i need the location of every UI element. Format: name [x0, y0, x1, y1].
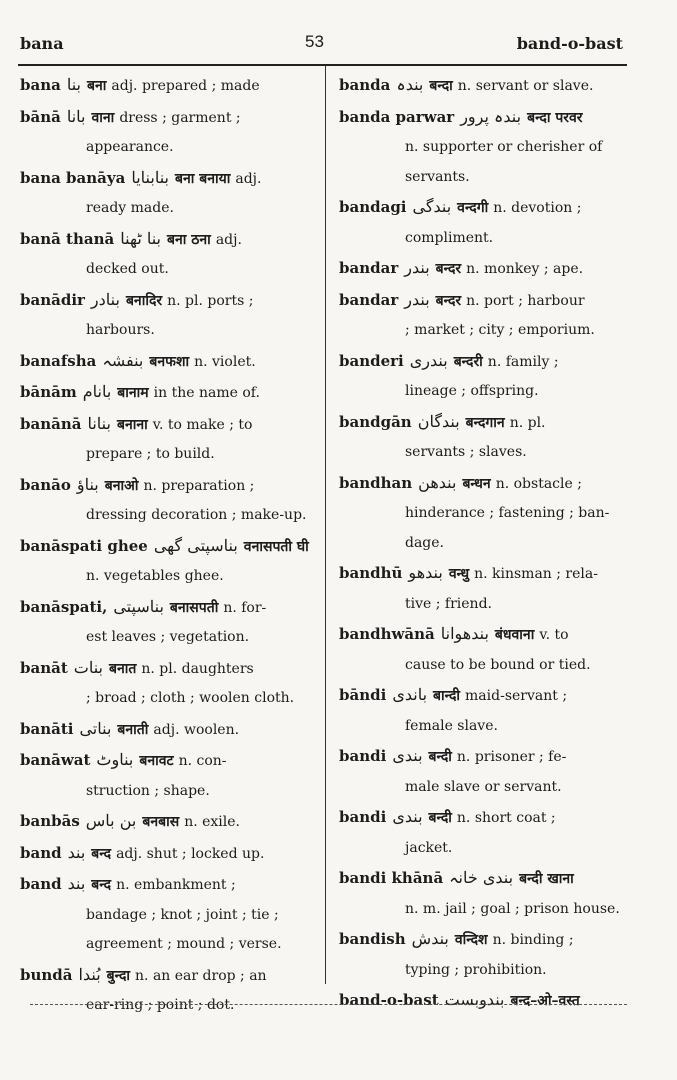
definition-text: dress ; garment ; [119, 109, 241, 126]
entry-first-line [339, 468, 626, 500]
definition-continuation [20, 440, 308, 470]
headword: bandhwānā [339, 625, 435, 643]
hindi-spelling: बनाती [117, 721, 149, 738]
definition-continuation [20, 562, 308, 592]
urdu-spelling: بناوٹ [96, 750, 134, 769]
entry-first-line [20, 714, 308, 746]
dictionary-entry [339, 619, 626, 680]
headword: bandhan [339, 473, 413, 492]
urdu-spelling: بندھن [418, 472, 457, 492]
definition-text: n. pl. daughters [141, 660, 254, 677]
entry-first-line [339, 192, 626, 224]
headword: bānā [20, 107, 61, 126]
definition-text: jacket. [405, 839, 453, 856]
headword: banafsha [20, 351, 97, 370]
definition-text: agreement ; mound ; verse. [86, 936, 282, 952]
definition-continuation [20, 316, 308, 346]
urdu-spelling: بنفشہ [102, 350, 144, 370]
hindi-spelling: वन्दगी [457, 200, 489, 216]
headword: banāt [20, 658, 68, 677]
headword: banā thanā [20, 229, 115, 248]
dictionary-entry [339, 285, 626, 346]
urdu-spelling: بندگی [412, 197, 452, 216]
definition-continuation [339, 712, 626, 742]
definition-text: n. supporter or cherisher of [405, 139, 603, 155]
definition-text: n. servant or slave. [457, 78, 594, 94]
definition-text: ready made. [86, 200, 174, 216]
entry-first-line [20, 869, 308, 901]
definition-continuation [20, 194, 308, 224]
definition-text: harbours. [86, 322, 155, 338]
hindi-spelling: बन्दरी [453, 353, 483, 370]
entry-first-line [20, 377, 308, 409]
hindi-spelling: वनासपती घी [243, 538, 309, 555]
definition-continuation [20, 930, 308, 960]
dictionary-entry [20, 653, 308, 714]
headword: band [20, 843, 62, 862]
dictionary-entry [339, 985, 626, 1017]
definition-text: n. family ; [487, 353, 559, 370]
hindi-spelling: बनफशा [149, 353, 190, 370]
definition-text: female slave. [405, 717, 498, 734]
entry-first-line [339, 619, 626, 651]
definition-continuation [339, 163, 626, 193]
definition-text: adj. prepared ; made [111, 78, 260, 94]
urdu-spelling: بندھو [408, 563, 443, 582]
dictionary-entry [20, 592, 308, 653]
entry-first-line [20, 224, 308, 256]
urdu-spelling: بناؤ [76, 474, 99, 494]
dictionary-entry [339, 253, 626, 285]
definition-text: n. for- [223, 599, 267, 616]
headword: bana banāya [20, 168, 126, 187]
definition-text: adj. woolen. [153, 721, 240, 738]
urdu-spelling: بندہ پرور [460, 106, 522, 126]
entry-first-line [20, 806, 308, 838]
definition-continuation [339, 224, 626, 254]
headword: banāspati ghee [20, 536, 148, 555]
hindi-spelling: बन्दी [428, 749, 452, 765]
footer-rule [30, 1004, 627, 1005]
definition-text: compliment. [405, 229, 494, 246]
dictionary-entry [20, 102, 308, 163]
headword: banāwat [20, 751, 91, 769]
hindi-spelling: बनाना [116, 416, 148, 433]
urdu-spelling: باندی [392, 685, 428, 704]
right-column [339, 70, 626, 1017]
hindi-spelling: बन्द–ओ–वस्त [510, 993, 580, 1009]
urdu-spelling: بندش [411, 929, 449, 948]
definition-continuation [339, 651, 626, 681]
definition-text: n. preparation ; [143, 477, 255, 494]
headword: banānā [20, 414, 82, 433]
headword: bandagi [339, 198, 407, 216]
entry-first-line [339, 985, 626, 1017]
definition-text: hinderance ; fastening ; ban- [405, 505, 610, 521]
entry-first-line [20, 163, 308, 195]
hindi-spelling: बन्द [91, 845, 112, 862]
urdu-spelling: بنابنایا [131, 167, 169, 187]
definition-text: n. an ear drop ; an [135, 967, 267, 984]
dictionary-entry [339, 558, 626, 619]
dictionary-entry [20, 745, 308, 806]
definition-text: male slave or servant. [405, 778, 562, 795]
definition-continuation [339, 895, 626, 925]
headword: banbās [20, 812, 80, 830]
urdu-spelling: بند [67, 874, 86, 893]
definition-text: n. prisoner ; fe- [456, 749, 567, 765]
entry-first-line [339, 863, 626, 895]
headword: bandgān [339, 412, 412, 431]
headword: band [20, 875, 62, 893]
definition-continuation [20, 901, 308, 931]
urdu-spelling: بنا ٹھنا [120, 228, 162, 248]
page-number: 53 [305, 32, 324, 51]
entry-first-line [20, 102, 308, 134]
definition-continuation [20, 623, 308, 653]
entry-first-line [20, 838, 308, 870]
headword: banderi [339, 351, 404, 370]
urdu-spelling: بندی [392, 807, 423, 826]
dictionary-entry [20, 838, 308, 870]
hindi-spelling: बन्दर [435, 292, 462, 309]
definition-continuation [339, 590, 626, 620]
headword: banāspati, [20, 597, 108, 616]
definition-continuation [20, 777, 308, 807]
hindi-spelling: बन्दी [428, 810, 452, 826]
urdu-spelling: بندر [404, 258, 430, 277]
definition-text: struction ; shape. [86, 782, 210, 799]
headword: banāo [20, 475, 71, 494]
headword: bana [20, 76, 61, 94]
definition-text: adj. [215, 231, 242, 248]
hindi-spelling: बनावट [139, 753, 174, 769]
definition-text: ; broad ; cloth ; woolen cloth. [86, 690, 295, 706]
headword: bāndi [339, 686, 387, 704]
dictionary-entry [20, 409, 308, 470]
definition-continuation [339, 377, 626, 407]
urdu-spelling: بناتی [79, 718, 112, 738]
definition-text: adj. shut ; locked up. [116, 845, 265, 862]
definition-continuation [339, 529, 626, 559]
column-divider [325, 66, 326, 984]
entry-first-line [20, 592, 308, 624]
urdu-spelling: بندی خانہ [449, 868, 514, 887]
hindi-spelling: वन्धु [448, 566, 470, 582]
definition-text: decked out. [86, 261, 169, 277]
entry-first-line [339, 680, 626, 712]
definition-text: n. port ; harbour [466, 292, 585, 309]
entry-first-line [339, 346, 626, 378]
definition-text: typing ; prohibition. [405, 961, 547, 978]
definition-text: n. violet. [194, 353, 256, 370]
dictionary-entry [20, 163, 308, 224]
urdu-spelling: بن باس [85, 811, 137, 830]
urdu-spelling: بُندا [78, 964, 101, 984]
definition-text: n. kinsman ; rela- [474, 566, 598, 582]
definition-text: ; market ; city ; emporium. [405, 322, 595, 338]
hindi-spelling: बन्दगान [465, 414, 505, 431]
urdu-spelling: بندھوانا [440, 624, 489, 643]
dictionary-entry [339, 102, 626, 193]
entry-first-line [339, 558, 626, 590]
definition-text: n. con- [178, 753, 227, 769]
definition-text: n. short coat ; [456, 810, 556, 826]
headword: bānām [20, 383, 77, 401]
definition-text: n. obstacle ; [495, 475, 582, 492]
hindi-spelling: बंधवाना [494, 627, 535, 643]
definition-text: bandage ; knot ; joint ; tie ; [86, 906, 279, 923]
entry-first-line [339, 285, 626, 317]
header-last-word: band-o-bast [516, 34, 623, 53]
urdu-spelling: بندگان [417, 411, 460, 431]
hindi-spelling: बनासपती [169, 599, 219, 616]
urdu-spelling: بند [67, 842, 86, 862]
left-column [20, 70, 308, 1021]
hindi-spelling: बन्दा [429, 78, 453, 94]
dictionary-entry [20, 960, 308, 1021]
entry-first-line [20, 745, 308, 777]
entry-first-line [339, 802, 626, 834]
urdu-spelling: بنات [73, 657, 103, 677]
definition-text: dressing decoration ; make-up. [86, 507, 307, 523]
hindi-spelling: बनादिर [125, 292, 163, 309]
definition-text: lineage ; offspring. [405, 383, 539, 399]
headword: bandish [339, 930, 406, 948]
headword: bandi [339, 808, 387, 826]
entry-first-line [20, 346, 308, 378]
entry-first-line [339, 924, 626, 956]
dictionary-entry [339, 407, 626, 468]
definition-text: n. pl. ports ; [167, 292, 254, 309]
urdu-spelling: بنا [66, 75, 81, 94]
hindi-spelling: बनाओ [104, 477, 139, 494]
urdu-spelling: بندر [404, 289, 430, 309]
definition-text: n. devotion ; [493, 200, 582, 216]
definition-text: servants. [405, 168, 470, 185]
urdu-spelling: بناسپتی گھی [153, 535, 238, 555]
urdu-spelling: بانا [66, 106, 86, 126]
definition-text: v. to make ; to [152, 416, 253, 433]
header-first-word: bana [20, 34, 64, 53]
hindi-spelling: बन्द [91, 877, 112, 893]
definition-text: adj. [235, 170, 262, 187]
definition-text: servants ; slaves. [405, 444, 527, 460]
definition-continuation [20, 684, 308, 714]
urdu-spelling: بناسپتی [113, 596, 164, 616]
dictionary-entry [20, 806, 308, 838]
definition-text: appearance. [86, 139, 174, 155]
urdu-spelling: بانام [82, 382, 112, 401]
definition-text: n. embankment ; [116, 877, 236, 893]
entry-first-line [20, 285, 308, 317]
entry-first-line [20, 960, 308, 992]
dictionary-entry [339, 863, 626, 924]
definition-text: n. monkey ; ape. [466, 261, 584, 277]
definition-text: cause to be bound or tied. [405, 656, 591, 673]
definition-continuation [20, 133, 308, 163]
definition-text: n. m. jail ; goal ; prison house. [405, 900, 620, 917]
headword: bandi khānā [339, 869, 444, 887]
definition-text: n. exile. [184, 814, 240, 830]
definition-text: in the name of. [153, 385, 260, 401]
definition-continuation [339, 834, 626, 864]
hindi-spelling: बन्दर [435, 261, 462, 277]
urdu-spelling: بندری [409, 350, 448, 370]
headword: bandar [339, 290, 399, 309]
dictionary-entry [339, 741, 626, 802]
dictionary-entry [339, 468, 626, 559]
definition-continuation [339, 438, 626, 468]
hindi-spelling: बानाम [117, 385, 149, 401]
dictionary-entry [339, 192, 626, 253]
hindi-spelling: बुन्दा [106, 967, 131, 984]
hindi-spelling: बनबास [142, 814, 180, 830]
entry-first-line [339, 102, 626, 134]
entry-first-line [20, 70, 308, 102]
dictionary-entry [339, 680, 626, 741]
dictionary-entry [339, 802, 626, 863]
headword: banādir [20, 290, 85, 309]
hindi-spelling: बना [87, 78, 107, 94]
definition-continuation [339, 316, 626, 346]
definition-text: tive ; friend. [405, 595, 492, 612]
hindi-spelling: वन्दिश [454, 932, 488, 948]
urdu-spelling: بندوبست [444, 990, 505, 1009]
definition-text: est leaves ; vegetation. [86, 629, 250, 645]
dictionary-entry [339, 70, 626, 102]
headword: bundā [20, 965, 73, 984]
entry-first-line [339, 407, 626, 439]
definition-continuation [339, 499, 626, 529]
hindi-spelling: बन्दा परवर [527, 109, 583, 126]
dictionary-entry [20, 285, 308, 346]
dictionary-entry [20, 377, 308, 409]
definition-continuation [339, 133, 626, 163]
dictionary-entry [20, 714, 308, 746]
headword: bandhū [339, 564, 403, 582]
headword: bandar [339, 259, 399, 277]
definition-text: prepare ; to build. [86, 446, 215, 462]
definition-continuation [20, 501, 308, 531]
definition-continuation [339, 773, 626, 803]
headword: bandi [339, 747, 387, 765]
dictionary-entry [339, 346, 626, 407]
dictionary-entry [20, 346, 308, 378]
headword: banda parwar [339, 107, 455, 126]
entry-first-line [20, 653, 308, 685]
hindi-spelling: बान्दी [433, 688, 461, 704]
header-rule [18, 64, 627, 66]
headword: banāti [20, 719, 74, 738]
entry-first-line [339, 70, 626, 102]
entry-first-line [20, 470, 308, 502]
definition-text: dage. [405, 534, 445, 551]
dictionary-entry [20, 869, 308, 960]
definition-continuation [20, 255, 308, 285]
entry-first-line [339, 253, 626, 285]
definition-text: n. pl. [509, 414, 546, 431]
entry-first-line [339, 741, 626, 773]
urdu-spelling: بنانا [87, 413, 111, 433]
definition-text: n. binding ; [492, 932, 574, 948]
dictionary-entry [20, 70, 308, 102]
hindi-spelling: बना बनाया [174, 170, 231, 187]
urdu-spelling: بندی [392, 746, 423, 765]
hindi-spelling: बन्दी खाना [519, 871, 574, 887]
definition-text: n. vegetables ghee. [86, 568, 224, 584]
hindi-spelling: बन्धन [462, 475, 491, 492]
definition-text: v. to [539, 627, 569, 643]
headword: band-o-bast [339, 991, 439, 1009]
headword: banda [339, 76, 391, 94]
entry-first-line [20, 409, 308, 441]
entry-first-line [20, 531, 308, 563]
definition-text: ear-ring ; point ; dot. [86, 997, 235, 1013]
dictionary-entry [20, 531, 308, 592]
definition-continuation [20, 991, 308, 1021]
urdu-spelling: بندہ [396, 75, 424, 94]
hindi-spelling: वाना [91, 109, 115, 126]
hindi-spelling: बनात [108, 660, 137, 677]
urdu-spelling: بنادر [90, 289, 120, 309]
definition-text: maid-servant ; [465, 688, 568, 704]
dictionary-entry [20, 224, 308, 285]
hindi-spelling: बना ठना [167, 231, 211, 248]
dictionary-entry [339, 924, 626, 985]
definition-continuation [339, 956, 626, 986]
dictionary-entry [20, 470, 308, 531]
